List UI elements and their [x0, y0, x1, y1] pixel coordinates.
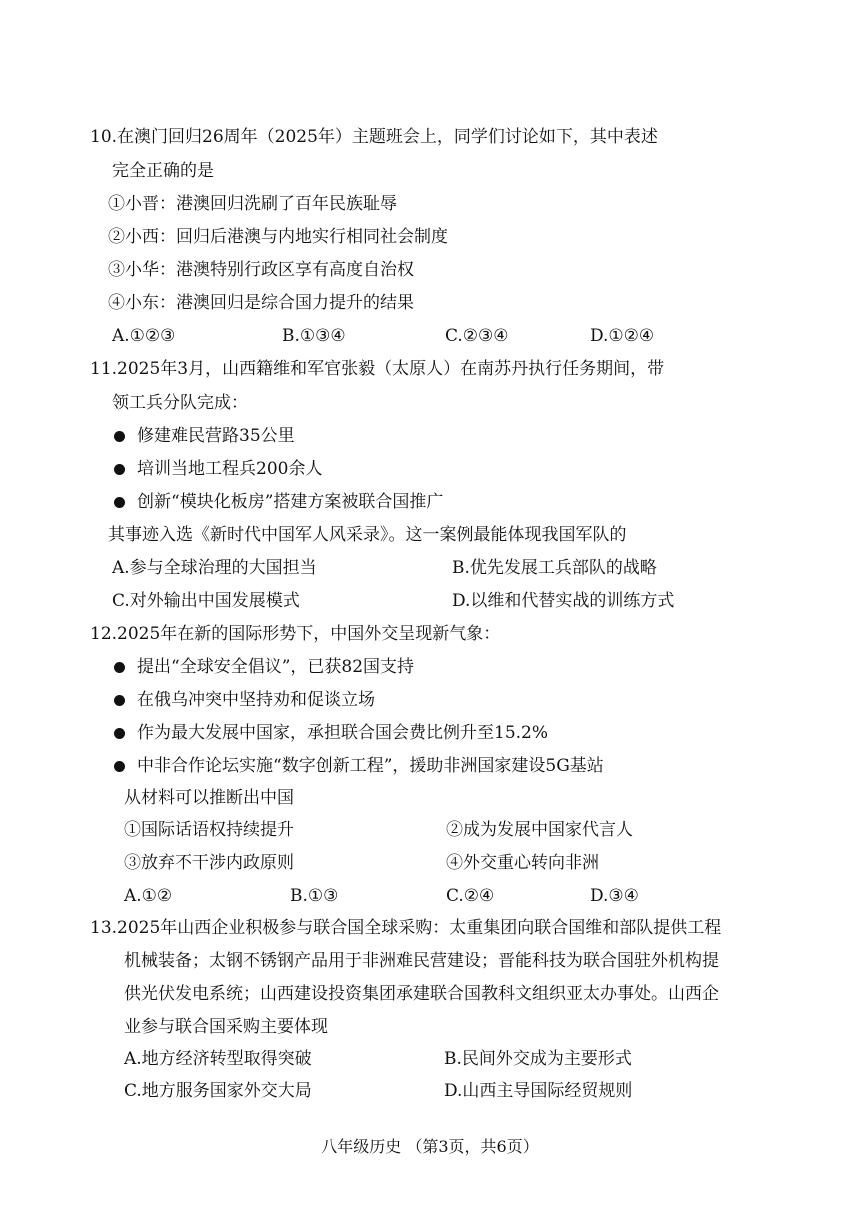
q11-bullet-2: [114, 458, 322, 480]
q13-stem-line1: 13.2025年山西企业积极参与联合国全球采购：太重集团向联合国维和部队提供工程: [90, 918, 722, 938]
q11-option-d: D.以维和代替实战的训练方式: [452, 591, 675, 611]
q11-option-a: A.参与全球治理的大国担当: [112, 558, 317, 578]
q13-stem-line4: 业参与联合国采购主要体现: [124, 1017, 328, 1037]
bullet-icon: [114, 761, 125, 772]
bullet-icon: [114, 431, 125, 442]
q13-option-d: D.山西主导国际经贸规则: [444, 1081, 633, 1101]
q10-item-1: ①小晋：港澳回归洗刷了百年民族耻辱: [108, 194, 397, 214]
q10-item-2: ②小西：回归后港澳与内地实行相同社会制度: [108, 227, 448, 247]
q10-option-d: D.①②④: [590, 326, 655, 346]
q11-bullet-1: [114, 425, 295, 447]
q11-option-c: C.对外输出中国发展模式: [112, 591, 300, 611]
q10-item-4: ④小东：港澳回归是综合国力提升的结果: [108, 293, 414, 313]
bullet-icon: [114, 695, 125, 706]
q11-stem-line2: 领工兵分队完成：: [112, 393, 248, 413]
q12-bullet-1: [114, 656, 414, 678]
q10-option-b: B.①③④: [282, 326, 346, 346]
q10-item-3: ③小华：港澳特别行政区享有高度自治权: [108, 260, 414, 280]
q12-item-1: ①国际话语权持续提升: [124, 820, 294, 840]
q12-stem-line2: 从材料可以推断出中国: [124, 788, 294, 808]
q12-bullet-3: [114, 722, 548, 744]
q12-item-2: ②成为发展中国家代言人: [446, 820, 633, 840]
bullet-icon: [114, 728, 125, 739]
page-footer: 八年级历史 （第3页，共6页）: [321, 1137, 539, 1156]
q13-option-a: A.地方经济转型取得突破: [124, 1049, 312, 1069]
q12-option-c: C.②④: [446, 886, 495, 906]
q10-stem-line2: 完全正确的是: [112, 161, 214, 181]
q12-bullet-4-text: 中非合作论坛实施“数字创新工程”，援助非洲国家建设5G基站: [137, 756, 604, 776]
q12-option-b: B.①③: [290, 886, 339, 906]
q10-option-a: A.①②③: [112, 326, 176, 346]
bullet-icon: [114, 662, 125, 673]
q11-bullet-1-text: 修建难民营路35公里: [137, 426, 295, 446]
q12-bullet-3-text: 作为最大发展中国家，承担联合国会费比例升至15.2%: [137, 723, 549, 743]
q11-bullet-3: [114, 491, 443, 513]
q12-option-d: D.③④: [590, 886, 639, 906]
q11-stem-line1: 11.2025年3月，山西籍维和军官张毅（太原人）在南苏丹执行任务期间，带: [90, 359, 665, 379]
q12-bullet-1-text: 提出“全球安全倡议”，已获82国支持: [137, 657, 415, 677]
q11-stem-line3: 其事迹入选《新时代中国军人风采录》。这一案例最能体现我国军队的: [108, 525, 627, 545]
q12-item-3: ③放弃不干涉内政原则: [124, 853, 294, 873]
q11-bullet-2-text: 培训当地工程兵200余人: [137, 459, 323, 479]
q12-bullet-2: [114, 689, 375, 711]
q13-option-b: B.民间外交成为主要形式: [444, 1049, 632, 1069]
q12-bullet-2-text: 在俄乌冲突中坚持劝和促谈立场: [137, 690, 375, 710]
q12-stem-line1: 12.2025年在新的国际形势下，中国外交呈现新气象：: [90, 624, 501, 644]
q10-stem-line1: 10.在澳门回归26周年（2025年）主题班会上，同学们讨论如下，其中表述: [90, 127, 658, 147]
q12-bullet-4: [114, 755, 604, 777]
q11-bullet-3-text: 创新“模块化板房”搭建方案被联合国推广: [137, 492, 444, 512]
q13-option-c: C.地方服务国家外交大局: [124, 1081, 312, 1101]
q12-option-a: A.①②: [124, 886, 173, 906]
q13-stem-line2: 机械装备；太钢不锈钢产品用于非洲难民营建设；晋能科技为联合国驻外机构提: [124, 951, 719, 971]
q13-stem-line3: 供光伏发电系统；山西建设投资集团承建联合国教科文组织亚太办事处。山西企: [124, 984, 719, 1004]
q10-option-c: C.②③④: [445, 326, 509, 346]
bullet-icon: [114, 497, 125, 508]
q11-option-b: B.优先发展工兵部队的战略: [452, 558, 657, 578]
q12-item-4: ④外交重心转向非洲: [446, 853, 599, 873]
bullet-icon: [114, 464, 125, 475]
